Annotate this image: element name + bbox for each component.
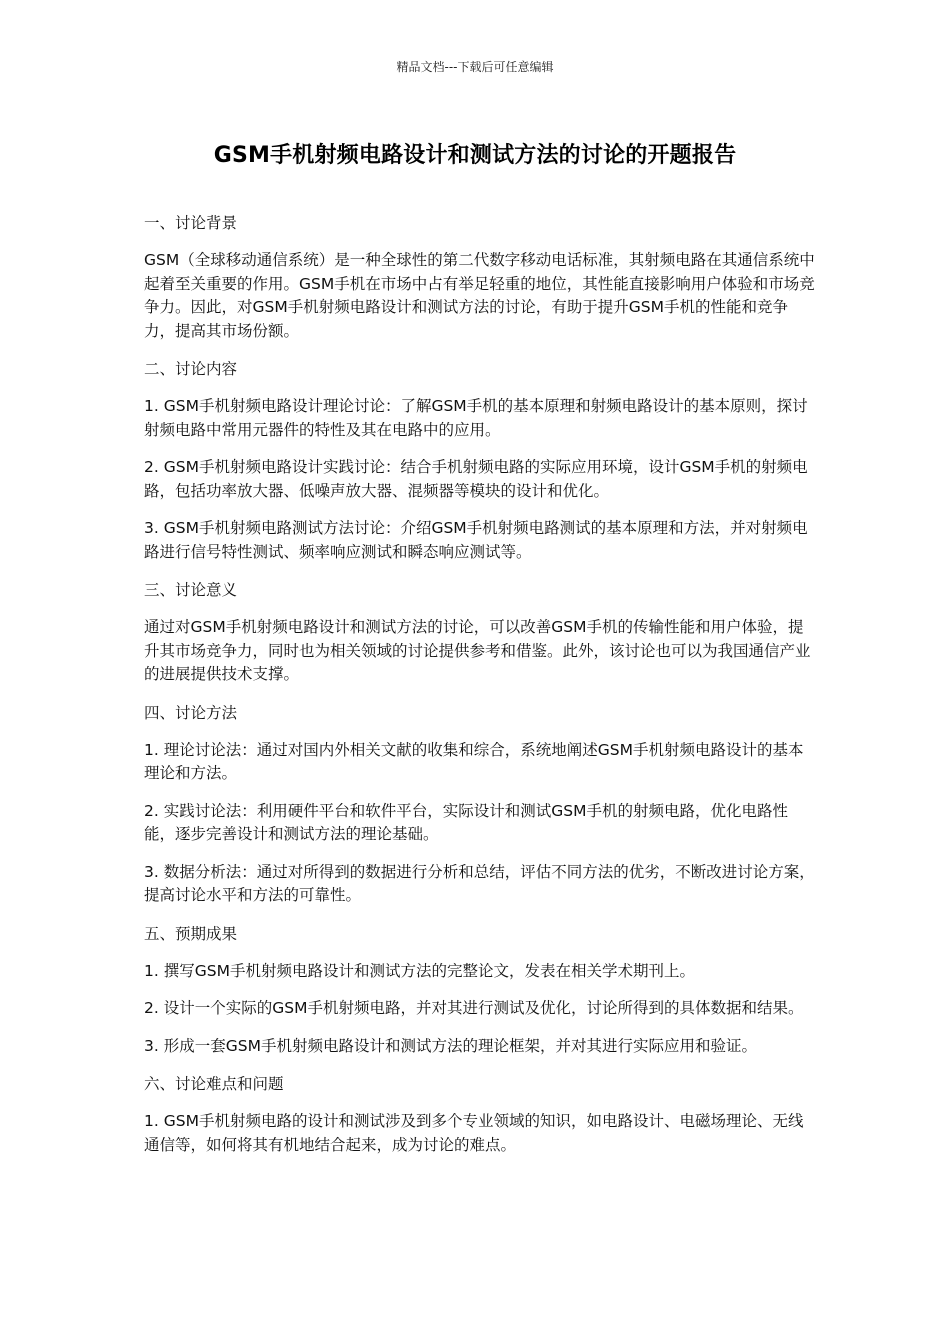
section-methods: [144, 701, 816, 908]
paragraph: 2. 设计一个实际的GSM手机射频电路，并对其进行测试及优化，讨论所得到的具体数据和结果。: [144, 999, 804, 1017]
section-content: [144, 357, 816, 564]
paragraph: GSM（全球移动通信系统）是一种全球性的第二代数字移动电话标准，其射频电路在其通信系统中起着至关重要的作用。GSM手机在市场中占有举足轻重的地位，其性能直接影响用户体验和市场竞争力。因此，对GSM手机射频电路设计和测试方法的讨论，有助于提升GSM手机的性能和竞争力，提高其市场份额。: [144, 251, 815, 340]
paragraph: 1. 撰写GSM手机射频电路设计和测试方法的完整论文，发表在相关学术期刊上。: [144, 961, 695, 980]
document-body: [144, 211, 816, 1171]
paragraph: 2. GSM手机射频电路设计实践讨论：结合手机射频电路的实际应用环境，设计GSM手机的射频电路，包括功率放大器、低噪声放大器、混频器等模块的设计和优化。: [144, 458, 808, 500]
section-heading: 六、讨论难点和问题: [144, 1075, 284, 1093]
page-title: GSM手机射频电路设计和测试方法的讨论的开题报告: [213, 143, 737, 168]
paragraph: 3. 数据分析法：通过对所得到的数据进行分析和总结，评估不同方法的优劣，不断改进讨论方案，提高讨论水平和方法的可靠性。: [144, 862, 815, 904]
paragraph: 3. GSM手机射频电路测试方法讨论：介绍GSM手机射频电路测试的基本原理和方法，并对射频电路进行信号特性测试、频率响应测试和瞬态响应测试等。: [144, 519, 808, 561]
section-difficulties: [144, 1072, 816, 1157]
header-note: 精品文档---下载后可任意编辑: [396, 60, 554, 74]
paragraph: 1. 理论讨论法：通过对国内外相关文献的收集和综合，系统地阐述GSM手机射频电路设计的基本理论和方法。: [144, 740, 804, 782]
section-expected-results: [144, 922, 816, 1059]
paragraph: 2. 实践讨论法：利用硬件平台和软件平台，实际设计和测试GSM手机的射频电路，优化电路性能，逐步完善设计和测试方法的理论基础。: [144, 801, 788, 843]
paragraph: 1. GSM手机射频电路设计理论讨论：了解GSM手机的基本原理和射频电路设计的基本原则，探讨射频电路中常用元器件的特性及其在电路中的应用。: [144, 397, 808, 439]
section-heading: 三、讨论意义: [144, 581, 238, 599]
section-heading: 五、预期成果: [144, 924, 238, 943]
section-heading: 四、讨论方法: [144, 703, 238, 722]
paragraph: 3. 形成一套GSM手机射频电路设计和测试方法的理论框架，并对其进行实际应用和验证。: [144, 1036, 757, 1055]
section-heading: 一、讨论背景: [144, 214, 238, 232]
section-heading: 二、讨论内容: [144, 360, 238, 378]
paragraph: 1. GSM手机射频电路的设计和测试涉及到多个专业领域的知识，如电路设计、电磁场理论、无线通信等，如何将其有机地结合起来，成为讨论的难点。: [144, 1112, 804, 1154]
section-significance: [144, 578, 816, 687]
section-background: [144, 211, 816, 343]
paragraph: 通过对GSM手机射频电路设计和测试方法的讨论，可以改善GSM手机的传输性能和用户体验，提升其市场竞争力，同时也为相关领域的讨论提供参考和借鉴。此外，该讨论也可以为我国通信产业的进展提供技术支撑。: [144, 618, 811, 683]
